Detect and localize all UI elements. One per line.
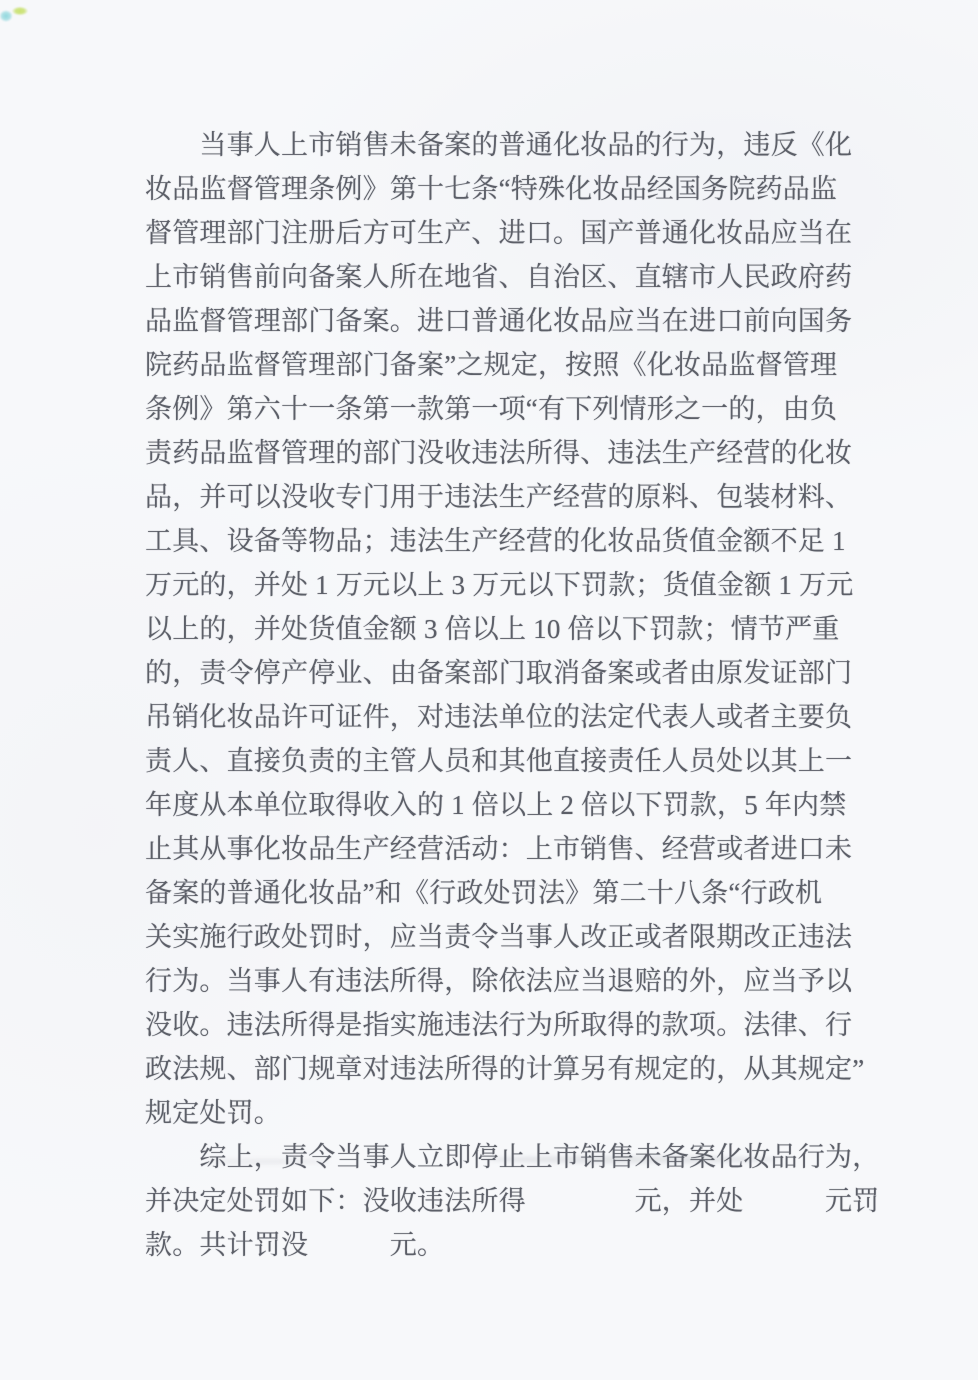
text-line: 妆品监督管理条例》第十七条“特殊化妆品经国务院药品监: [145, 174, 838, 204]
text-line: 款。共计罚没 元。: [145, 1230, 445, 1260]
text-line: 以上的，并处货值金额 3 倍以上 10 倍以下罚款；情节严重: [145, 614, 840, 644]
text-line: 关实施行政处罚时，应当责令当事人改正或者限期改正违法: [145, 922, 853, 952]
text-line: 吊销化妆品许可证件，对违法单位的法定代表人或者主要负: [145, 702, 853, 732]
text-line: 行为。当事人有违法所得，除依法应当退赔的外，应当予以: [145, 966, 853, 996]
text-line: 政法规、部门规章对违法所得的计算另有规定的，从其规定”: [145, 1054, 865, 1084]
text-line: 责药品监督管理的部门没收违法所得、违法生产经营的化妆: [145, 438, 853, 468]
text-line: 止其从事化妆品生产经营活动：上市销售、经营或者进口未: [145, 834, 853, 864]
text-line: 备案的普通化妆品”和《行政处罚法》第二十八条“行政机: [145, 878, 823, 908]
text-line: 工具、设备等物品；违法生产经营的化妆品货值金额不足 1: [145, 526, 846, 556]
text-line: 督管理部门注册后方可生产、进口。国产普通化妆品应当在: [145, 218, 853, 248]
text-line: 没收。违法所得是指实施违法行为所取得的款项。法律、行: [145, 1010, 853, 1040]
text-line: 责人、直接负责的主管人员和其他直接责任人员处以其上一: [145, 746, 853, 776]
paragraph-2: [145, 1135, 885, 1267]
text-line: 规定处罚。: [145, 1098, 281, 1128]
text-line: 品，并可以没收专门用于违法生产经营的原料、包装材料、: [145, 482, 853, 512]
text-line: 当事人上市销售未备案的普通化妆品的行为，违反《化: [145, 130, 853, 160]
text-line: 条例》第六十一条第一款第一项“有下列情形之一的，由负: [145, 394, 838, 424]
text-line: 万元的，并处 1 万元以上 3 万元以下罚款；货值金额 1 万元: [145, 570, 854, 600]
paragraph-1: [145, 123, 885, 1135]
text-line: 综上，责令当事人立即停止上市销售未备案化妆品行为，: [145, 1142, 880, 1172]
text-line: 院药品监督管理部门备案”之规定，按照《化妆品监督管理: [145, 350, 838, 380]
text-line: 上市销售前向备案人所在地省、自治区、直辖市人民政府药: [145, 262, 853, 292]
document-text: [145, 123, 885, 1267]
text-line: 并决定处罚如下：没收违法所得 元，并处 元罚: [145, 1186, 880, 1216]
scan-corner-speck: [0, 3, 34, 23]
text-line: 品监督管理部门备案。进口普通化妆品应当在进口前向国务: [145, 306, 853, 336]
text-line: 年度从本单位取得收入的 1 倍以上 2 倍以下罚款，5 年内禁: [145, 790, 847, 820]
text-line: 的，责令停产停业、由备案部门取消备案或者由原发证部门: [145, 658, 853, 688]
